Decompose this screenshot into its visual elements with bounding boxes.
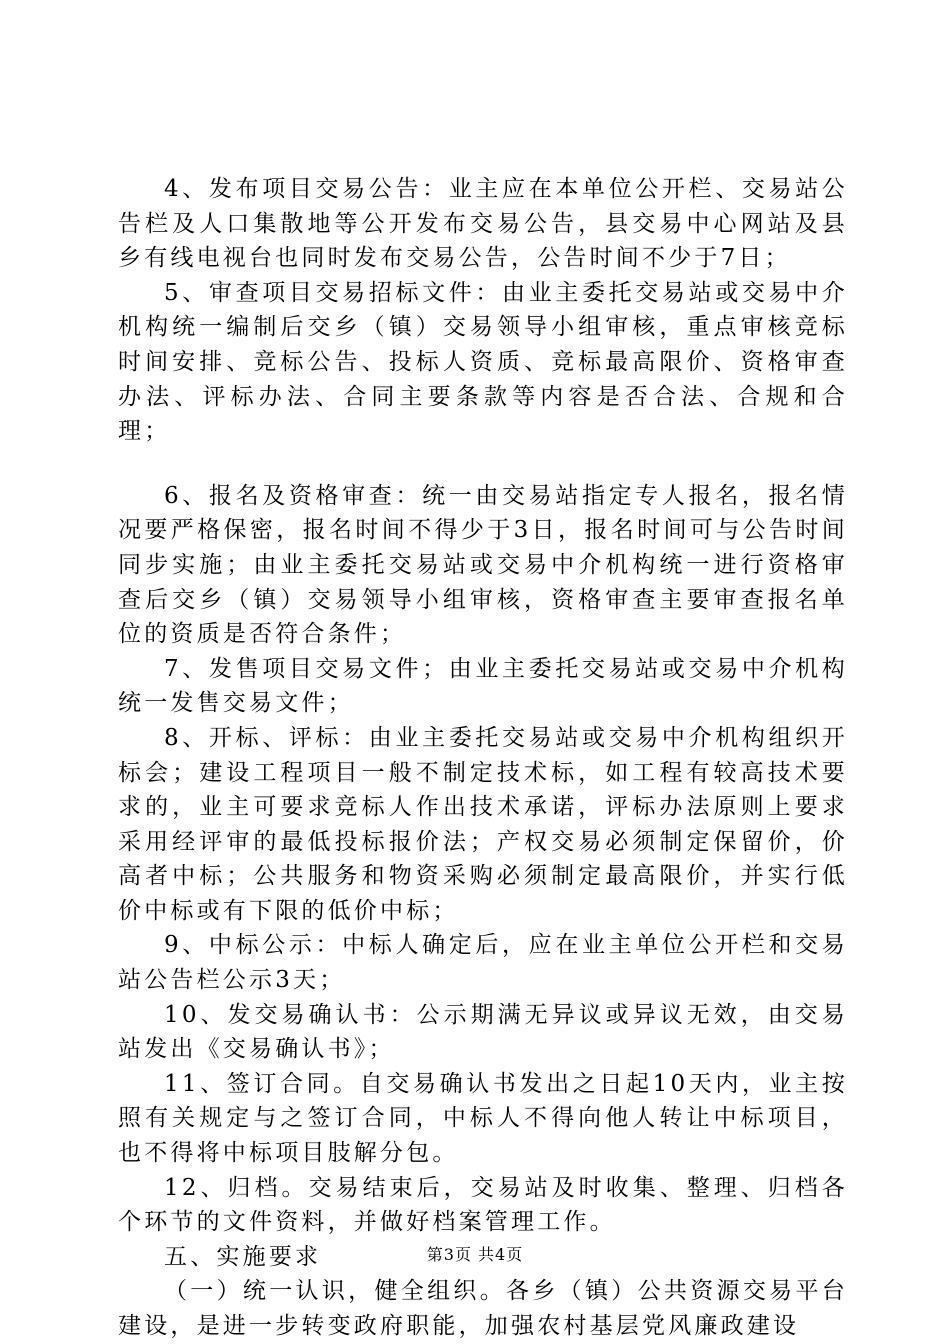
paragraph-step-11: 11、签订合同。自交易确认书发出之日起10天内，业主按照有关规定与之签订合同，中标人不得向他人转让中标项目，也不得将中标项目肢解分包。 <box>118 1070 848 1167</box>
paragraph-step-6: 6、报名及资格审查：统一由交易站指定专人报名，报名情况要严格保密，报名时间不得少于3日，报名时间可与公告时间同步实施；由业主委托交易站或交易中介机构统一进行资格审查后交乡（镇）交易领导小组审核，资格审查主要审查报名单位的资质是否符合条件； <box>118 482 848 648</box>
paragraph-step-4: 4、发布项目交易公告：业主应在本单位公开栏、交易站公告栏及人口集散地等公开发布交易公告，县交易中心网站及县乡有线电视台也同时发布交易公告，公告时间不少于7日； <box>118 176 848 272</box>
section-heading: 五、实施要求 <box>164 1243 322 1270</box>
page-number-footer: 第3页 共4页 <box>426 1245 524 1264</box>
document-body <box>118 172 848 1344</box>
paragraph-step-5: 5、审查项目交易招标文件：由业主委托交易站或交易中介机构统一编制后交乡（镇）交易领导小组审核，重点审核竞标时间安排、竞标公告、投标人资质、竞标最高限价、资格审查办法、评标办法、合同主要条款等内容是否合法、合规和合理； <box>118 279 848 445</box>
paragraph-step-10: 10、发交易确认书：公示期满无异议或异议无效，由交易站发出《交易确认书》； <box>118 1001 848 1063</box>
paragraph-step-7: 7、发售项目交易文件；由业主委托交易站或交易中介机构统一发售交易文件； <box>118 655 848 717</box>
paragraph-step-8: 8、开标、评标：由业主委托交易站或交易中介机构组织开标会；建设工程项目一般不制定技术标，如工程有较高技术要求的，业主可要求竞标人作出技术承诺，评标办法原则上要求采用经评审的最低投标报价法；产权交易必须制定保留价，价高者中标；公共服务和物资采购必须制定最高限价，并实行低价中标或有下限的低价中标； <box>118 724 848 924</box>
paragraph-step-12: 12、归档。交易结束后，交易站及时收集、整理、归档各个环节的文件资料，并做好档案管理工作。 <box>118 1174 848 1236</box>
paragraph-step-9: 9、中标公示：中标人确定后，应在业主单位公开栏和交易站公告栏公示3天； <box>118 932 848 994</box>
paragraph-requirement-1: （一）统一认识，健全组织。各乡（镇）公共资源交易平台建设，是进一步转变政府职能，加强农村基层党风廉政建设 <box>118 1278 848 1339</box>
